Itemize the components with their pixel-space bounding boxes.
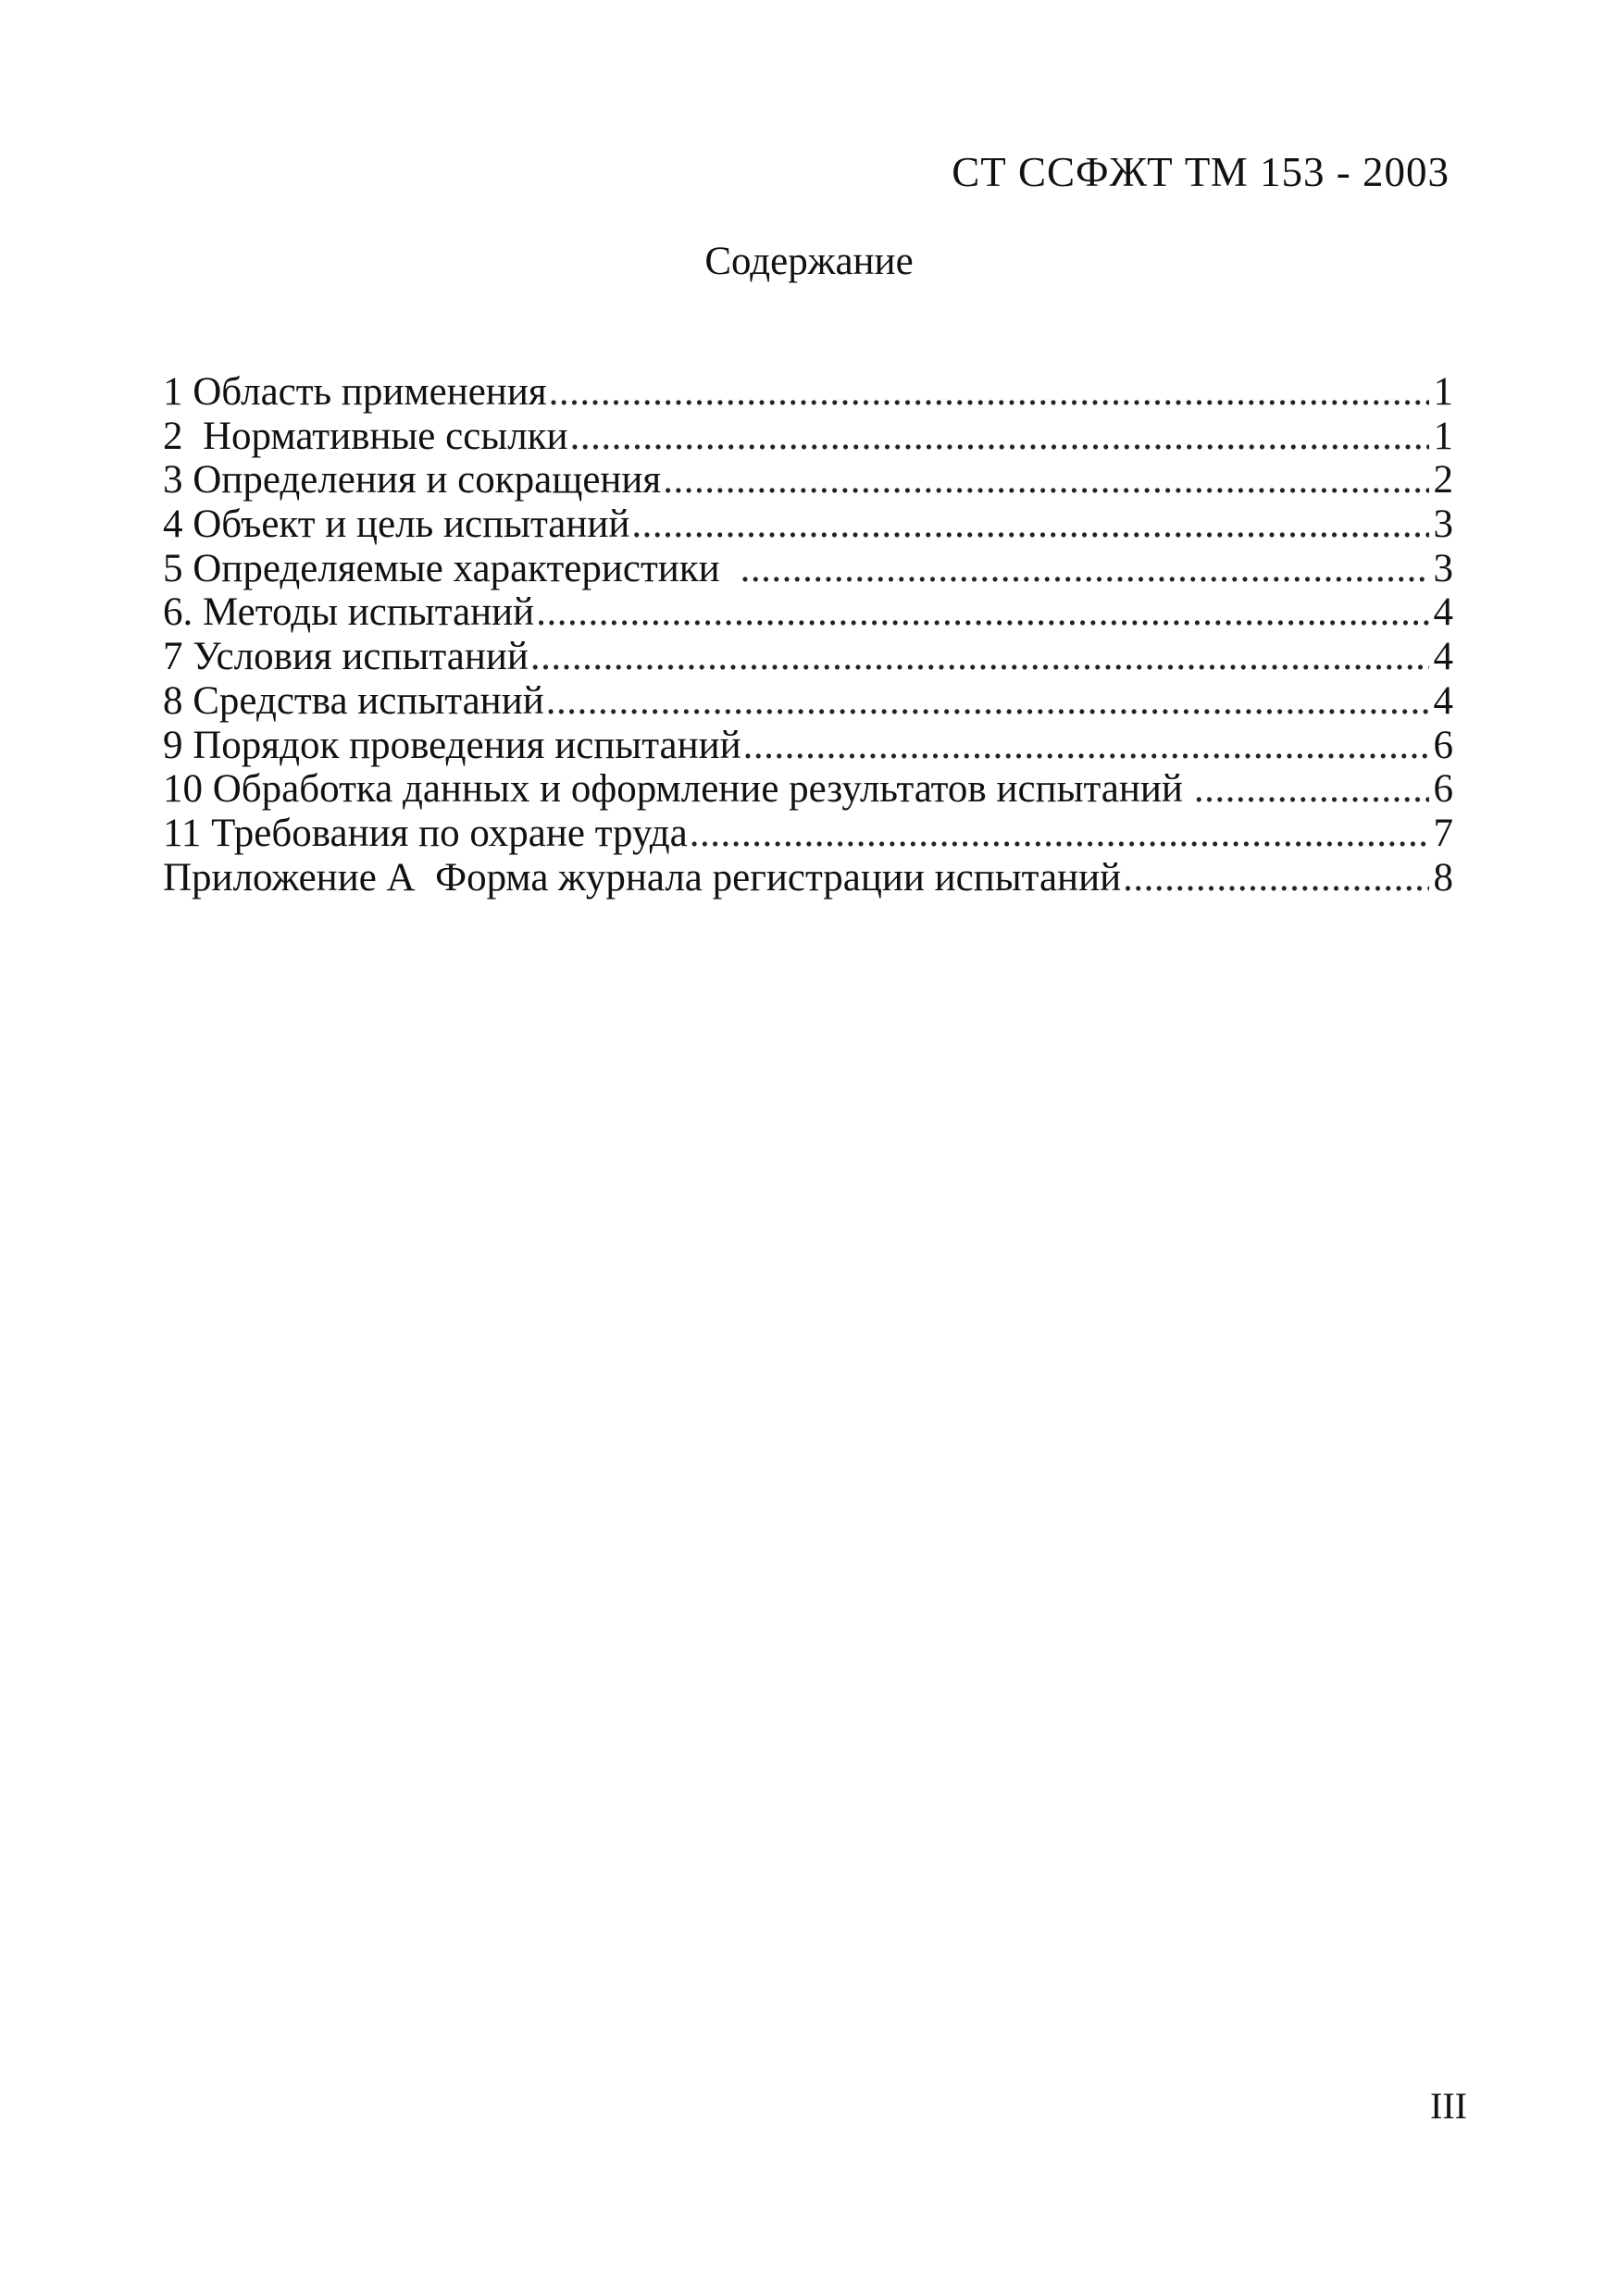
- toc-entry[interactable]: [163, 415, 1453, 459]
- toc-entry[interactable]: [163, 767, 1453, 812]
- toc-entry-label: 7 Условия испытаний: [163, 635, 529, 679]
- page-number: III: [1430, 2085, 1467, 2127]
- toc-entry-page: 3: [1433, 503, 1453, 547]
- toc-entry-label: 2 Нормативные ссылки: [163, 414, 568, 458]
- toc-entry-label: 10 Обработка данных и оформление результатов испытаний: [163, 767, 1183, 812]
- toc-entry-page: 6: [1433, 767, 1453, 812]
- toc-entry-page: 7: [1433, 811, 1453, 855]
- toc-title: Содержание: [704, 240, 914, 283]
- toc-entry[interactable]: [163, 547, 1453, 591]
- toc-leader-dots: [530, 635, 1429, 679]
- toc-leader-dots: [741, 547, 1429, 591]
- toc-entry-page: 1: [1433, 414, 1453, 458]
- toc-entry-label: Приложение А Форма журнала регистрации испытаний: [163, 855, 1122, 900]
- toc-entry-page: 8: [1433, 855, 1453, 900]
- toc-entry[interactable]: [163, 812, 1453, 856]
- toc-leader-dots: [570, 415, 1429, 459]
- toc-leader-dots: [743, 724, 1429, 768]
- toc-entry[interactable]: [163, 856, 1453, 900]
- toc-entry-page: 2: [1433, 458, 1453, 503]
- toc-entry[interactable]: [163, 635, 1453, 679]
- table-of-contents: [163, 370, 1453, 900]
- toc-entry-page: 4: [1433, 590, 1453, 635]
- toc-entry[interactable]: [163, 679, 1453, 724]
- toc-entry-label: 4 Объект и цель испытаний: [163, 503, 630, 547]
- toc-leader-dots: [1123, 856, 1429, 900]
- toc-entry-label: 1 Область применения: [163, 370, 547, 414]
- toc-entry-label: 3 Определения и сокращения: [163, 458, 662, 503]
- toc-leader-dots: [549, 370, 1429, 415]
- toc-entry[interactable]: [163, 590, 1453, 635]
- toc-entry[interactable]: [163, 458, 1453, 503]
- toc-leader-dots: [631, 503, 1429, 547]
- document-code: СТ ССФЖТ ТМ 153 - 2003: [952, 149, 1450, 195]
- toc-entry[interactable]: [163, 370, 1453, 415]
- toc-entry-page: 4: [1433, 635, 1453, 679]
- toc-entry-label: 11 Требования по охране труда: [163, 811, 688, 855]
- toc-entry-label: 8 Средства испытаний: [163, 678, 544, 723]
- toc-entry[interactable]: [163, 724, 1453, 768]
- toc-leader-dots: [536, 590, 1429, 635]
- toc-entry-page: 3: [1433, 546, 1453, 590]
- toc-leader-dots: [663, 458, 1429, 503]
- toc-leader-dots: [690, 812, 1429, 856]
- toc-entry-page: 6: [1433, 723, 1453, 767]
- toc-entry[interactable]: [163, 503, 1453, 547]
- toc-entry-label: 5 Определяемые характеристики: [163, 546, 720, 590]
- toc-entry-page: 4: [1433, 678, 1453, 723]
- toc-leader-dots: [1194, 767, 1429, 812]
- toc-leader-dots: [546, 679, 1429, 724]
- toc-entry-label: 6. Методы испытаний: [163, 590, 535, 635]
- toc-entry-label: 9 Порядок проведения испытаний: [163, 723, 741, 767]
- toc-entry-page: 1: [1433, 370, 1453, 414]
